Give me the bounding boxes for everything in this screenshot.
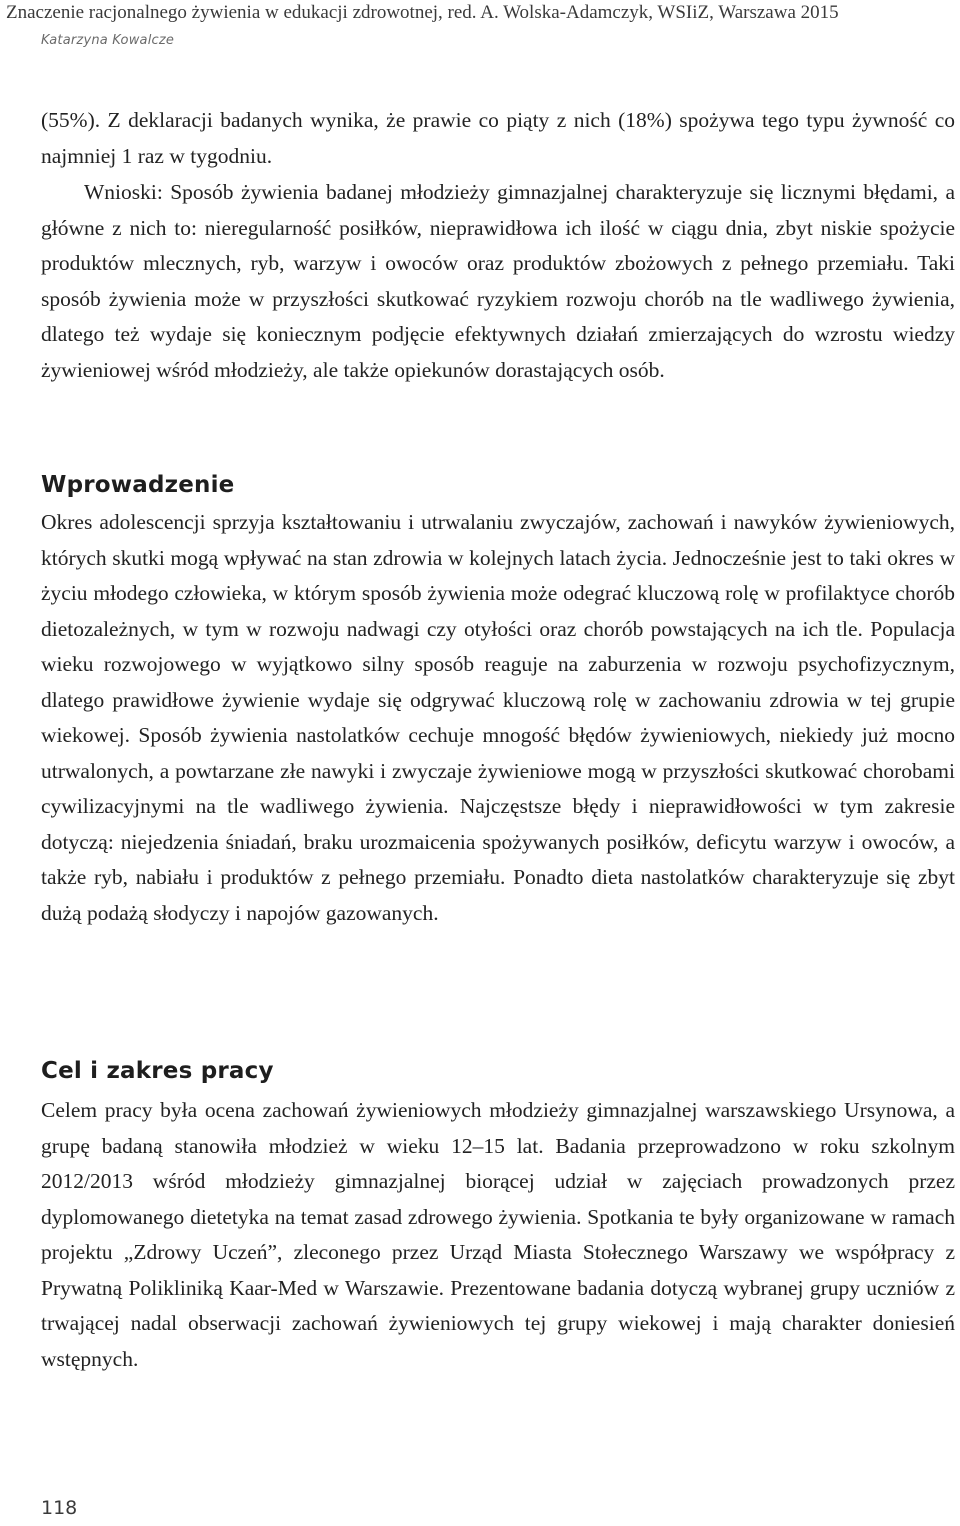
section-text-wprowadzenie xyxy=(41,505,955,931)
paragraph-text: (55%). Z deklaracji badanych wynika, że prawie co piąty z nich (18%) spożywa tego typu żywność co najmniej 1 raz w tygodniu. xyxy=(41,108,955,168)
page-number: 118 xyxy=(41,1497,78,1519)
running-head: Znaczenie racjonalnego żywienia w edukacji zdrowotnej, red. A. Wolska-Adamczyk, WSIiZ, Warszawa 2015 xyxy=(6,2,839,23)
paragraph-text: Okres adolescencji sprzyja kształtowaniu i utrwalaniu zwyczajów, zachowań i nawyków żywieniowych, których skutki mogą wpływać na stan zdrowia w kolejnych latach życia. Jednocześnie jest to taki okres w życiu młodego człowieka, w którym sposób żywienia może odegrać kluczową rolę w profilaktyce chorób dietozależnych, w tym w rozwoju nadwagi czy otyłości oraz chorób powstających na ich tle. Populacja wieku rozwojowego w wyjątkowo silny sposób reaguje na zaburzenia w rozwoju psychofizycznym, dlatego prawidłowe żywienie wydaje się odgrywać kluczową rolę w zachowaniu zdrowia w tej grupie wiekowej. Sposób żywienia nastolatków cechuje mnogość błędów żywieniowych, niekiedy już mocno utrwalonych, a powtarzane złe nawyki i zwyczaje żywieniowe mogą w przyszłości skutkować chorobami cywilizacyjnymi na tle wadliwego żywienia. Najczęstsze błędy i nieprawidłowości w tym zakresie dotyczą: niejedzenia śniadań, braku urozmaicenia spożywanych posiłków, deficytu warzyw i owoców, a także ryb, nabiału i produktów z pełnego przemiału. Ponadto dieta nastolatków charakteryzuje się zbyt dużą podażą słodyczy i napojów gazowanych. xyxy=(41,510,955,925)
paragraph-text: Wnioski: Sposób żywienia badanej młodzieży gimnazjalnej charakteryzuje się licznymi błędami, a główne z nich to: nieregularność posiłków, nieprawidłowa ich ilość w ciągu dnia, zbyt niskie spożycie produktów mlecznych, ryb, warzyw i owoców oraz produktów zbożowych z pełnego przemiału. Taki sposób żywienia może w przyszłości skutkować ryzykiem rozwoju chorób na tle wadliwego żywienia, dlatego też wydaje się koniecznym podjęcie efektywnych działań zmierzających do wzrostu wiedzy żywieniowej wśród młodzieży, ale także opiekunów dorastających osób. xyxy=(41,180,955,382)
section-heading-wprowadzenie: Wprowadzenie xyxy=(41,472,235,498)
paragraph-continuation xyxy=(41,103,955,174)
paragraph-text: Celem pracy była ocena zachowań żywieniowych młodzieży gimnazjalnej warszawskiego Ursynowa, a grupę badaną stanowiła młodzież w wieku 12–15 lat. Badania przeprowadzono w roku szkolnym 2012/2013 wśród młodzieży gimnazjalnej biorącej udział w zajęciach prowadzonych przez dyplomowanego dietetyka na temat zasad zdrowego żywienia. Spotkania te były organizowane w ramach projektu „Zdrowy Uczeń”, zleconego przez Urząd Miasta Stołecznego Warszawy we współpracy z Prywatną Polikliniką Kaar-Med w Warszawie. Prezentowane badania dotyczą wybranej grupy uczniów z trwającej nadal obserwacji zachowań żywieniowych tej grupy wiekowej i mają charakter doniesień wstępnych. xyxy=(41,1098,955,1371)
paragraph-wnioski xyxy=(41,175,955,388)
author-name: Katarzyna Kowalcze xyxy=(41,33,175,48)
section-text-cel xyxy=(41,1093,955,1377)
section-heading-cel: Cel i zakres pracy xyxy=(41,1058,274,1084)
